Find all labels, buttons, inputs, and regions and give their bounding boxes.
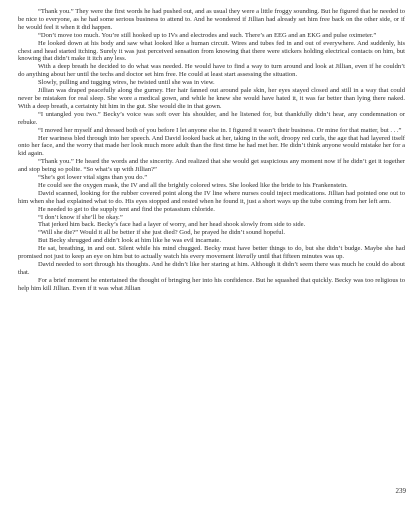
paragraph: Her wariness bled through into her speech. And David looked back at her, taking in the soft, droopy red curls, the age that had layered itself onto her face, and the worry that made her look much more adult than the first time he had met her. He didn’t think anyone would mistake her for a kid again. (18, 134, 405, 158)
paragraph: “Don’t move too much. You’re still hooked up to IVs and electrodes and such. There’s an EEG and an EKG and pulse oximeter.” (38, 31, 377, 39)
paragraph: With a deep breath he decided to do what was needed. He would have to find a way to turn around and look at Jillian, even if he couldn’t do anything about her until the techs and doctor set him free. He could at least start assessing the situation. (18, 63, 405, 79)
paragraph: He sat, breathing, in and out. Silent while his mind chugged. Becky must have better things to do, but she didn’t budge. Maybe she had promised not just to keep an eye on him but to actually watch his every movement literally until that fifteen minutes was up. (18, 245, 405, 261)
paragraph: David needed to sort through his thoughts. And he didn’t like her staring at him. Although it didn’t seem there was much he could do about that. (18, 261, 405, 276)
paragraph: He could see the oxygen mask, the IV and all the brightly colored wires. She looked like the bride to his Frankenstein. (38, 181, 348, 189)
paragraph: “Thank you.” They were the first words he had pushed out, and as usual they were a little froggy sounding. But he figured that he needed to be nice to everyone, as he had some serious business to attend to. And he wondered if Jillian had already set him free back on the other side, or if he would feel it when it did happen. (18, 8, 405, 31)
paragraph: “Will she die?” Would it all be better if she just died? God, he prayed he didn’t sound hopeful. (38, 229, 285, 237)
paragraph: But Becky shrugged and didn’t look at him like he was evil incarnate. (38, 237, 221, 245)
paragraph: That jerked him back. Becky’s face had a layer of worry, and her head shook slowly from side to side. (38, 221, 306, 229)
paragraph: Jillian was draped peacefully along the gurney. Her hair fanned out around pale skin, her eyes stayed closed and still in a way that could never be mistaken for real sleep. She wore a medical gown, and while he knew she would have hated it, it was far better than lying there naked. With a deep breath, a certainty hit him in the gut. She would die in that gown. (18, 87, 405, 110)
paragraph: Slowly, pulling and tugging wires, he twisted until she was in view. (38, 79, 215, 87)
paragraph: He looked down at his body and saw what looked like a human circuit. Wires and tubes fed in and out of everywhere. And suddenly, his chest and head started itching. Surely it was just perceived sensation from knowing that there were stickers holding electrical contacts on him, but knowing that didn’t make it itch any less. (18, 39, 405, 63)
paragraph: “Thank you.” He heard the words and the sincerity. And realized that she would get suspicious any moment now if he didn’t get it together and stop being so polite. “So what’s up with Jillian?” (18, 158, 405, 174)
paragraph: “I untangled you two.” Becky’s voice was soft over his shoulder, and he listened for, but thankfully didn’t hear, any condemnation or rebuke. (18, 110, 405, 126)
paragraph: “She’s got lower vital signs than you do.” (38, 174, 148, 182)
paragraph: “I don’t know if she’ll be okay.” (38, 213, 123, 221)
paragraph: David scanned, looking for the rubber covered point along the IV line where nurses could inject medications. Jillian had pointed one out to him when she had explained what to do. His eyes stopped and rested when he found it, just a short ways up the tube coming from her left arm. (18, 189, 405, 205)
paragraph: He needed to get to the supply tent and find the potassium chloride. (38, 205, 215, 213)
paragraph: “I moved her myself and dressed both of you before I let anyone else in. I figured it wasn’t their business. Or mine for that matter, but . . .” (38, 126, 402, 134)
page-number: 239 (395, 487, 406, 495)
body-text (18, 8, 405, 293)
paragraph: For a brief moment he entertained the thought of bringing her into his confidence. But he squashed that quickly. Becky was too religious to help him kill Jillian. Even if it was what Jillian (18, 276, 405, 292)
